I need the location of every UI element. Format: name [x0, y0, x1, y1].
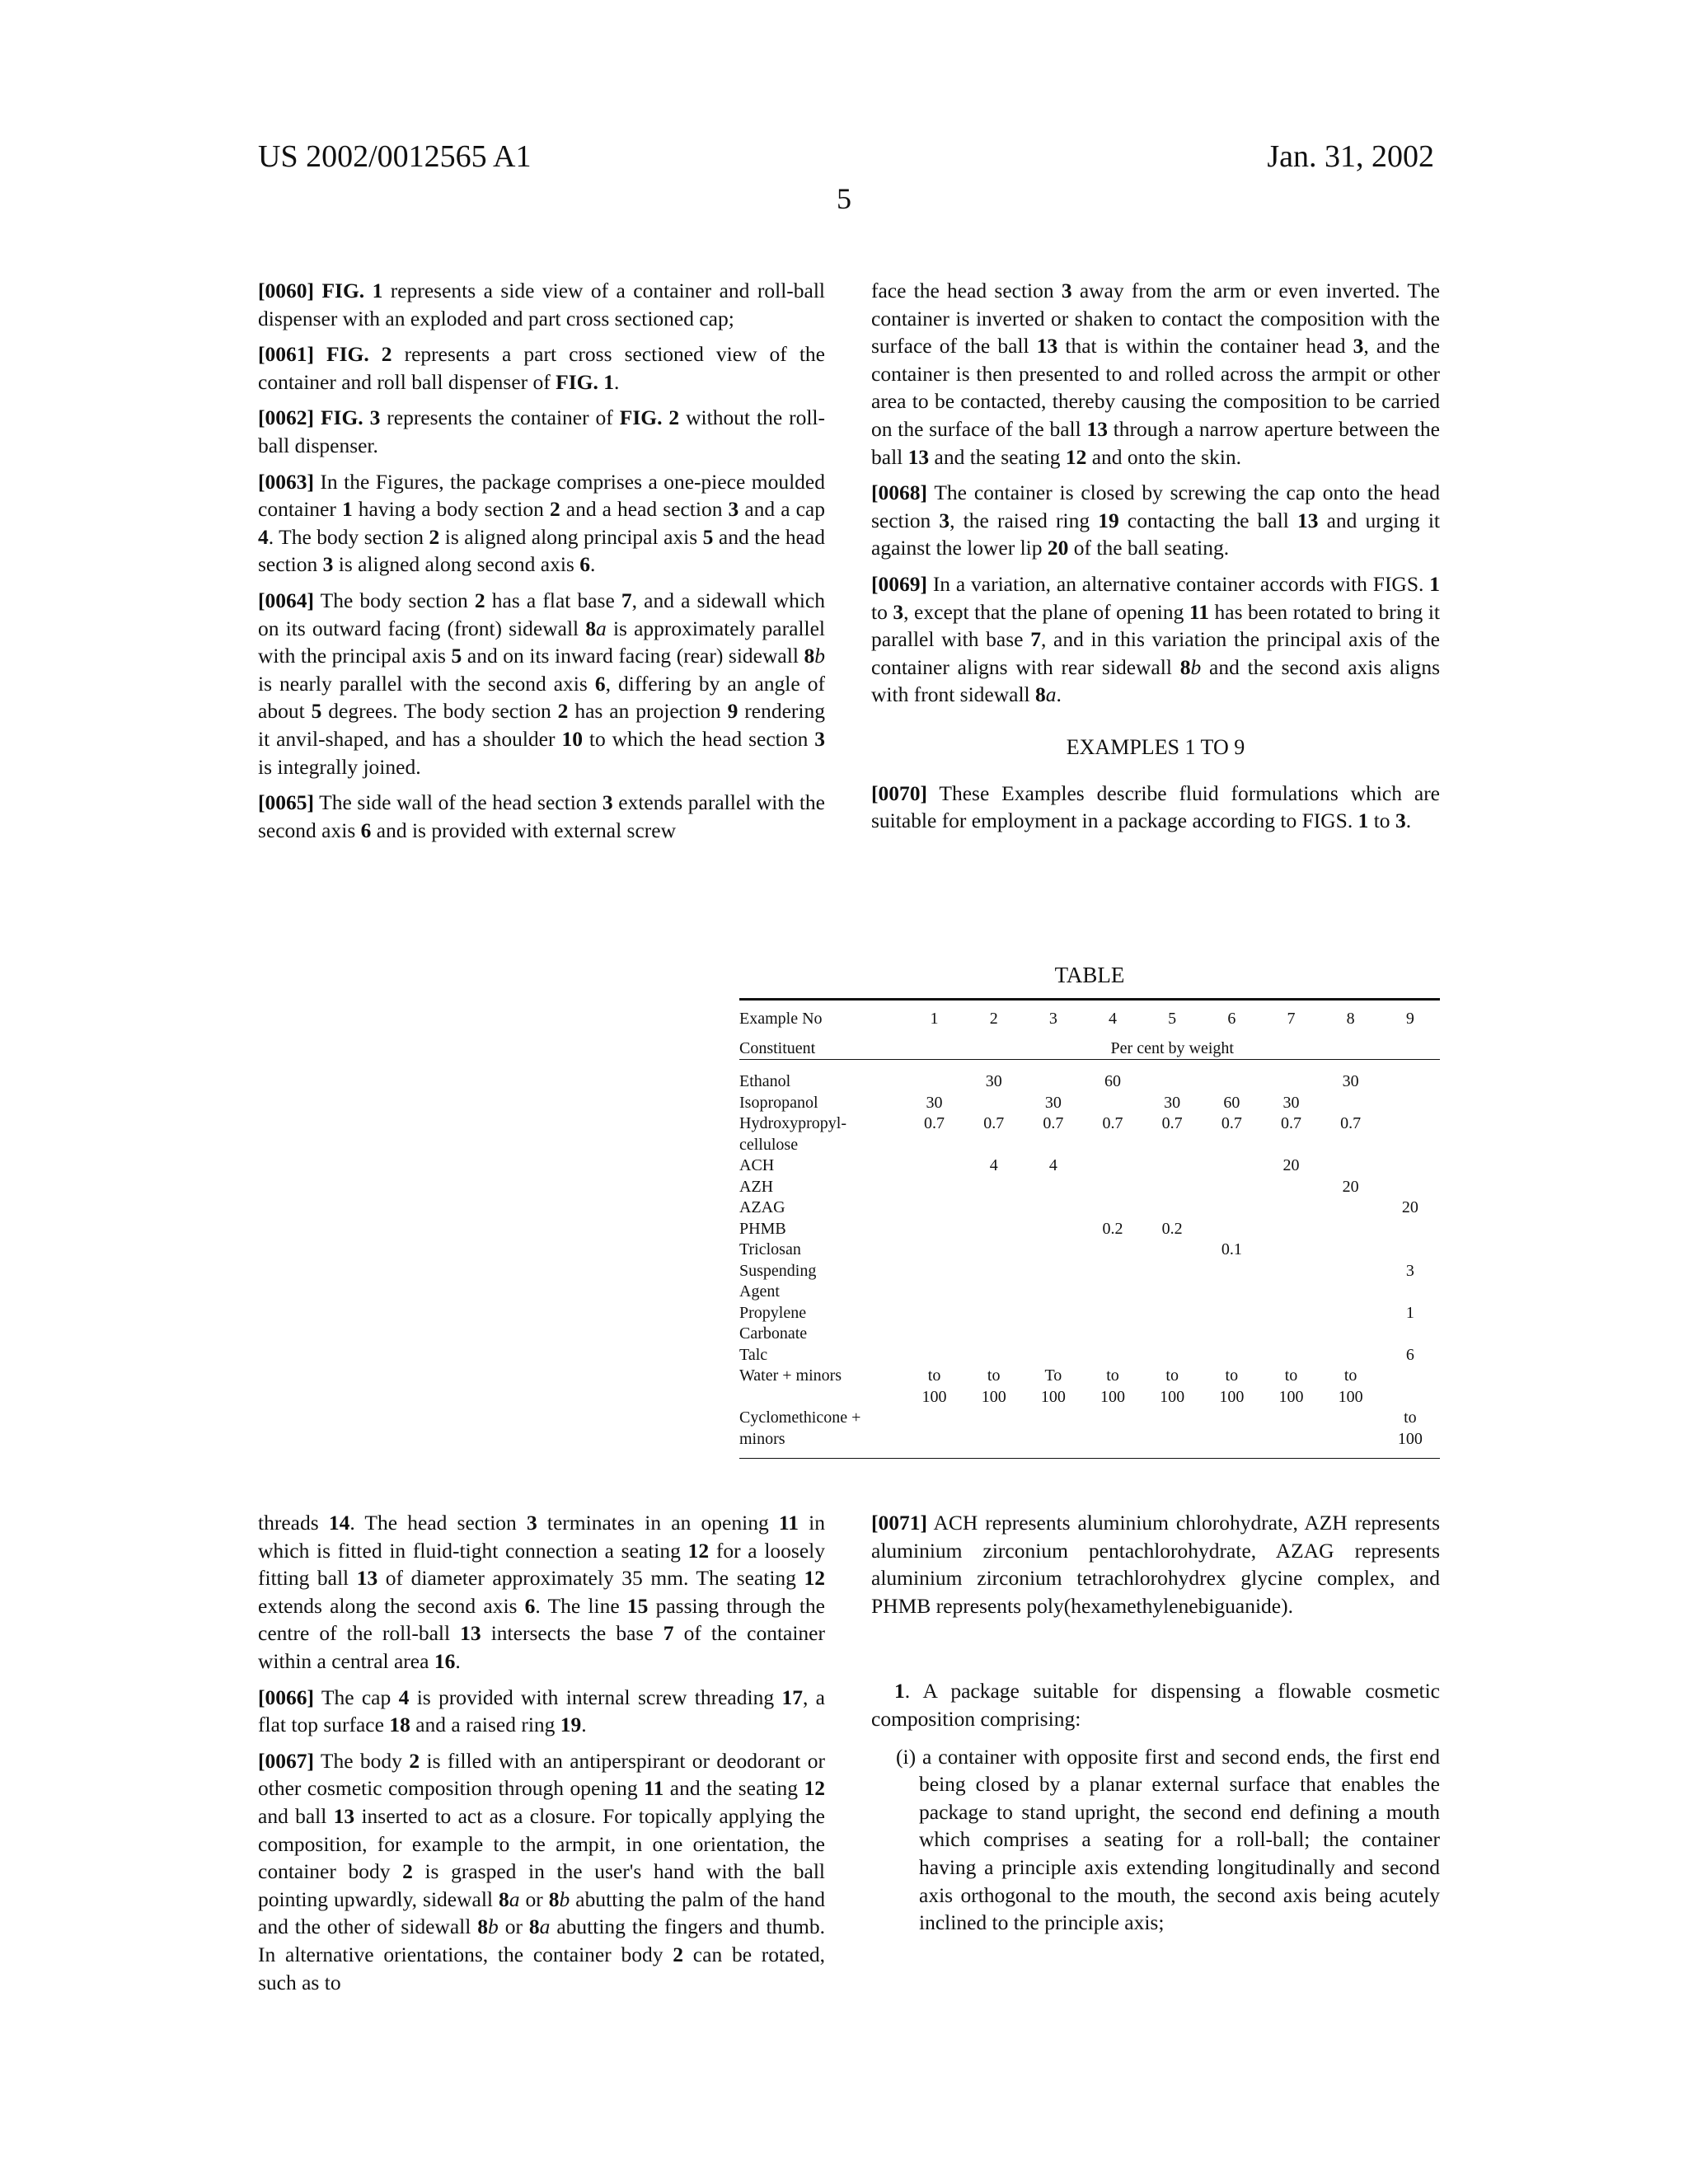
- table-cell: [1261, 1324, 1320, 1345]
- table-cell: 60: [1104, 1072, 1122, 1090]
- table-cell: [1083, 1429, 1142, 1451]
- publication-number: US 2002/0012565 A1: [258, 139, 532, 174]
- table-cell: 3: [1405, 1261, 1414, 1280]
- table-cell: [964, 1282, 1024, 1303]
- table-cell: 100: [981, 1387, 1006, 1406]
- table-cell: [904, 1345, 964, 1366]
- paragraph-0062: [0062] FIG. 3 represents the container of FIG. 2 without the roll-ball dispenser.: [258, 405, 825, 457]
- table-cell: [1261, 1071, 1320, 1093]
- table-cell: 20: [1401, 1198, 1418, 1216]
- table-cell: [904, 1155, 964, 1177]
- table-cell: [1083, 1303, 1142, 1324]
- table-cell: 100: [1219, 1387, 1245, 1406]
- table-cell: [1261, 1408, 1320, 1429]
- table-cell: [904, 1240, 964, 1261]
- table-cell: 0.7: [1043, 1114, 1064, 1132]
- table-cell: 30: [1282, 1093, 1300, 1112]
- constituent-label: Suspending: [739, 1261, 817, 1280]
- table-cell: [964, 1429, 1024, 1451]
- table-cell: [1321, 1408, 1381, 1429]
- table-cell: [1024, 1071, 1083, 1093]
- paragraph-0068: [0068] The container is closed by screwing the cap onto the head section 3, the raised ring 19 contacting the ball 13 and urging it against the lower lip 20 of the ball seating.: [871, 480, 1440, 560]
- table-cell: 30: [1164, 1093, 1181, 1112]
- table-cell: [1261, 1303, 1320, 1324]
- page-number: 5: [837, 182, 851, 215]
- table-cell: [1202, 1219, 1261, 1240]
- table-cell: [1202, 1345, 1261, 1366]
- table-cell: to: [1284, 1366, 1298, 1385]
- column-header: 4: [1109, 1010, 1118, 1028]
- table-row: [739, 1282, 1440, 1303]
- table-cell: [1083, 1177, 1142, 1198]
- table-row: [739, 1408, 1440, 1429]
- table-cell: 100: [921, 1387, 947, 1406]
- table-cell: [904, 1135, 964, 1156]
- table-cell: [1202, 1303, 1261, 1324]
- table-cell: [1202, 1408, 1261, 1429]
- claim-1: [871, 1677, 1440, 1936]
- table-cell: [964, 1240, 1024, 1261]
- table-cell: 0.2: [1161, 1219, 1183, 1238]
- table-cell: 4: [1048, 1156, 1057, 1174]
- table-unit-row: [739, 1030, 1440, 1060]
- paragraph-0064: [0064] The body section 2 has a flat base 7, and a sidewall which on its outward facing (front) sidewall 8a is approximately parallel with the principal axis 5 and on its inward facing (rear) sidewall 8b is nearly parallel with the second axis 6, differing by an angle of about 5 degrees. The body section 2 has an projection 9 rendering it anvil-shaped, and has a shoulder 10 to which the head section 3 is integrally joined.: [258, 588, 826, 779]
- table-cell: [1142, 1177, 1202, 1198]
- right-column-bottom: [871, 1509, 1440, 1937]
- right-column-top: [871, 277, 1440, 843]
- constituent-label: AZH: [739, 1177, 774, 1196]
- table-cell: [964, 1345, 1024, 1366]
- table-row: [739, 1071, 1440, 1093]
- table-cell: [1381, 1093, 1440, 1114]
- table-cell: [1381, 1324, 1440, 1345]
- table-cell: [964, 1303, 1024, 1324]
- constituent-label: AZAG: [739, 1198, 785, 1216]
- formulation-table: [739, 963, 1440, 1459]
- table-cell: [1381, 1387, 1440, 1408]
- table-cell: to: [1343, 1366, 1357, 1385]
- constituent-label: Carbonate: [739, 1324, 808, 1343]
- table-cell: 20: [1342, 1177, 1359, 1196]
- constituent-label: [739, 1387, 904, 1408]
- constituent-label: Agent: [739, 1282, 780, 1301]
- table-cell: [1083, 1093, 1142, 1114]
- table-cell: [904, 1197, 964, 1219]
- table-cell: 1: [1405, 1303, 1414, 1322]
- table-cell: 4: [989, 1156, 998, 1174]
- table-cell: [1381, 1219, 1440, 1240]
- table-cell: to: [1225, 1366, 1239, 1385]
- table-cell: [1202, 1135, 1261, 1156]
- constituent-label: cellulose: [739, 1135, 799, 1154]
- table-cell: [1024, 1429, 1083, 1451]
- paragraph-0067-continued: face the head section 3 away from the arm or even inverted. The container is inverted or shaken to contact the composition with the surface of the ball 13 that is within the container head 3, and the container is then presented to and rolled across the armpit or other area to be contacted, thereby causing the composition to be carried on the surface of the ball 13 through a narrow aperture between the ball 13 and the seating 12 and onto the skin.: [871, 279, 1440, 469]
- table-cell: [1321, 1345, 1381, 1366]
- table-cell: [1321, 1219, 1381, 1240]
- table-cell: [1381, 1113, 1440, 1135]
- table-body: [739, 1060, 1440, 1450]
- table-cell: [904, 1324, 964, 1345]
- table-cell: 6: [1405, 1345, 1414, 1364]
- table-bottom-rule: [739, 1458, 1440, 1459]
- constituent-label: ACH: [739, 1156, 775, 1174]
- table-cell: [1083, 1240, 1142, 1261]
- table-cell: [1024, 1219, 1083, 1240]
- table-cell: [904, 1282, 964, 1303]
- table-cell: 0.2: [1102, 1219, 1123, 1238]
- table-cell: [1381, 1366, 1440, 1387]
- table-row: [739, 1324, 1440, 1345]
- column-header: 1: [930, 1010, 939, 1028]
- table-cell: [1381, 1240, 1440, 1261]
- table-cell: to: [927, 1366, 941, 1385]
- table-row: [739, 1345, 1440, 1366]
- constituent-label: Hydroxypropyl-: [739, 1114, 846, 1132]
- table-cell: 20: [1282, 1156, 1300, 1174]
- header-constituent: Constituent: [739, 1038, 816, 1057]
- table-cell: [964, 1197, 1024, 1219]
- constituent-label: PHMB: [739, 1219, 786, 1238]
- header-example-no: Example No: [739, 1010, 823, 1028]
- table-row: [739, 1387, 1440, 1408]
- table-cell: [1261, 1135, 1320, 1156]
- table-cell: [1142, 1071, 1202, 1093]
- paragraph-0067: [0067] The body 2 is filled with an antiperspirant or deodorant or other cosmetic composition through opening 11 and the seating 12 and ball 13 inserted to act as a closure. For topically applying the composition, for example to the armpit, in one orientation, the container body 2 is grasped in the user's hand with the ball pointing upwardly, sidewall 8a or 8b abutting the palm of the hand and the other of sidewall 8b or 8a abutting the fingers and thumb. In alternative orientations, the container body 2 can be rotated, such as to: [258, 1748, 826, 1994]
- paragraph-0065: [0065] The side wall of the head section 3 extends parallel with the second axis 6 and is provided with external screw: [258, 790, 825, 842]
- table-row: [739, 1155, 1440, 1177]
- column-header: 2: [989, 1010, 998, 1028]
- constituent-label: Talc: [739, 1345, 768, 1364]
- table-cell: [1381, 1071, 1440, 1093]
- constituent-label: Propylene: [739, 1303, 807, 1322]
- table-cell: [1261, 1282, 1320, 1303]
- table-row: [739, 1240, 1440, 1261]
- table-cell: [1381, 1282, 1440, 1303]
- table-row: [739, 1366, 1440, 1387]
- table-cell: [904, 1408, 964, 1429]
- table-cell: [1321, 1093, 1381, 1114]
- table-cell: [1261, 1177, 1320, 1198]
- table-cell: [1321, 1240, 1381, 1261]
- column-header: 5: [1168, 1010, 1177, 1028]
- table-cell: [1024, 1324, 1083, 1345]
- table-row: [739, 1135, 1440, 1156]
- table-row: [739, 1113, 1440, 1135]
- table-cell: [1024, 1197, 1083, 1219]
- table-row: [739, 1177, 1440, 1198]
- left-column-top: [258, 277, 825, 852]
- table-cell: 100: [1397, 1429, 1423, 1448]
- table-cell: 30: [1342, 1072, 1359, 1090]
- table-cell: [1024, 1135, 1083, 1156]
- table-cell: [1381, 1155, 1440, 1177]
- examples-heading: EXAMPLES 1 TO 9: [1066, 734, 1245, 759]
- table-row: [739, 1219, 1440, 1240]
- table-cell: [1321, 1135, 1381, 1156]
- table-cell: [1321, 1261, 1381, 1282]
- paragraph-0060: [0060] FIG. 1 represents a side view of a container and roll-ball dispenser with an exploded and part cross sectioned cap;: [258, 279, 826, 330]
- paragraph-0065-continued: threads 14. The head section 3 terminates in an opening 11 in which is fitted in fluid-tight connection a seating 12 for a loosely fitting ball 13 of diameter approximately 35 mm. The seating 12 extends along the second axis 6. The line 15 passing through the centre of the roll-ball 13 intersects the base 7 of the container within a central area 16.: [258, 1511, 826, 1673]
- table-cell: [1261, 1345, 1320, 1366]
- table-cell: 0.7: [1340, 1114, 1362, 1132]
- table-cell: [964, 1135, 1024, 1156]
- table-cell: 30: [985, 1072, 1002, 1090]
- table-row: [739, 1303, 1440, 1324]
- table-cell: [1083, 1345, 1142, 1366]
- table-cell: [964, 1408, 1024, 1429]
- publication-date: Jan. 31, 2002: [1267, 139, 1434, 174]
- table-cell: to: [1165, 1366, 1179, 1385]
- table-cell: 0.7: [1221, 1114, 1242, 1132]
- table-cell: 100: [1160, 1387, 1185, 1406]
- table-cell: 30: [926, 1093, 943, 1112]
- table-cell: [1083, 1155, 1142, 1177]
- table-cell: 0.1: [1221, 1240, 1242, 1258]
- table-cell: 0.7: [924, 1114, 945, 1132]
- table-cell: 100: [1278, 1387, 1304, 1406]
- table-cell: [1261, 1240, 1320, 1261]
- table-cell: [1142, 1303, 1202, 1324]
- table-cell: [1321, 1155, 1381, 1177]
- table-cell: [1321, 1324, 1381, 1345]
- table-cell: [904, 1071, 964, 1093]
- unit-label: Per cent by weight: [1110, 1038, 1234, 1057]
- constituent-label: minors: [739, 1429, 785, 1448]
- column-header: 7: [1287, 1010, 1296, 1028]
- column-header: 9: [1405, 1010, 1414, 1028]
- table-cell: [1024, 1282, 1083, 1303]
- table-cell: [1261, 1197, 1320, 1219]
- table-cell: [1142, 1324, 1202, 1345]
- table-cell: [1202, 1155, 1261, 1177]
- table-cell: [1142, 1155, 1202, 1177]
- left-column-bottom: [258, 1509, 825, 2004]
- table-cell: [1024, 1240, 1083, 1261]
- table-cell: [1261, 1429, 1320, 1451]
- table-title: TABLE: [1054, 963, 1125, 987]
- table-cell: [1202, 1197, 1261, 1219]
- paragraph-0071: [0071] ACH represents aluminium chlorohydrate, AZH represents aluminium zirconium pentachlorohydrate, AZAG represents aluminium zirconium tetrachlorohydrex glycine complex, and PHMB represents poly(hexamethylenebiguanide).: [871, 1511, 1440, 1618]
- constituent-label: Isopropanol: [739, 1093, 818, 1112]
- table-cell: [964, 1261, 1024, 1282]
- table-cell: [1142, 1408, 1202, 1429]
- table-cell: [1202, 1071, 1261, 1093]
- table-cell: [1024, 1408, 1083, 1429]
- table-cell: [904, 1429, 964, 1451]
- table-cell: [1142, 1345, 1202, 1366]
- table-cell: [1142, 1197, 1202, 1219]
- paragraph-0069: [0069] In a variation, an alternative container accords with FIGS. 1 to 3, except that the plane of opening 11 has been rotated to bring it parallel with base 7, and in this variation the principal axis of the container aligns with rear sidewall 8b and the second axis aligns with front sidewall 8a.: [871, 571, 1440, 707]
- table-cell: 100: [1100, 1387, 1126, 1406]
- table-cell: to: [1106, 1366, 1119, 1385]
- constituent-label: Water + minors: [739, 1366, 842, 1385]
- table-cell: [964, 1324, 1024, 1345]
- table-cell: [1024, 1261, 1083, 1282]
- table-cell: 0.7: [1280, 1114, 1301, 1132]
- paragraph-0063: [0063] In the Figures, the package comprises a one-piece moulded container 1 having a body section 2 and a head section 3 and a cap 4. The body section 2 is aligned along principal axis 5 and the head section 3 is aligned along second axis 6.: [258, 469, 825, 577]
- claim-1-item-i: (i) a container with opposite first and second ends, the first end being closed by a planar external surface that enables the package to stand upright, the second end defining a mouth which comprises a seating for a roll-ball; the container having a principle axis extending longitudinally and second axis orthogonal to the mouth, the second axis being acutely inclined to the principle axis;: [896, 1744, 1440, 1935]
- table-cell: [964, 1177, 1024, 1198]
- table-cell: [1381, 1135, 1440, 1156]
- table-cell: [1142, 1261, 1202, 1282]
- table-header: [739, 1001, 1440, 1059]
- table-cell: 0.7: [983, 1114, 1005, 1132]
- table-cell: [964, 1219, 1024, 1240]
- table-cell: 100: [1338, 1387, 1363, 1406]
- table-header-row: [739, 1001, 1440, 1030]
- constituent-label: Ethanol: [739, 1072, 791, 1090]
- table-cell: 0.7: [1102, 1114, 1123, 1132]
- table-cell: [1202, 1429, 1261, 1451]
- table-row: [739, 1429, 1440, 1451]
- table-cell: [1142, 1240, 1202, 1261]
- table-cell: [1202, 1282, 1261, 1303]
- table-cell: [1381, 1177, 1440, 1198]
- table-cell: 100: [1040, 1387, 1066, 1406]
- table-row: [739, 1261, 1440, 1282]
- table-row: [739, 1197, 1440, 1219]
- table-cell: [1083, 1135, 1142, 1156]
- table-cell: [1261, 1219, 1320, 1240]
- constituent-label: Cyclomethicone +: [739, 1408, 861, 1427]
- table-cell: [904, 1303, 964, 1324]
- table-cell: [1083, 1197, 1142, 1219]
- table-cell: [1321, 1429, 1381, 1451]
- table-cell: [1261, 1261, 1320, 1282]
- table-cell: 30: [1044, 1093, 1062, 1112]
- table-cell: [1142, 1282, 1202, 1303]
- table-cell: To: [1044, 1366, 1062, 1385]
- table-cell: [1083, 1282, 1142, 1303]
- table-cell: 0.7: [1161, 1114, 1183, 1132]
- table-cell: 60: [1223, 1093, 1240, 1112]
- column-header: 6: [1227, 1010, 1236, 1028]
- table-cell: [1083, 1408, 1142, 1429]
- table-cell: [1024, 1177, 1083, 1198]
- table-cell: [1202, 1177, 1261, 1198]
- column-header: 3: [1048, 1010, 1057, 1028]
- table-cell: [1142, 1429, 1202, 1451]
- table-cell: [904, 1219, 964, 1240]
- table-cell: to: [1404, 1408, 1417, 1427]
- table-cell: [904, 1177, 964, 1198]
- table-row: [739, 1093, 1440, 1114]
- table-cell: [1024, 1303, 1083, 1324]
- constituent-label: Triclosan: [739, 1240, 801, 1258]
- table-cell: to: [987, 1366, 1001, 1385]
- table-cell: [1321, 1303, 1381, 1324]
- paragraph-0061: [0061] FIG. 2 represents a part cross sectioned view of the container and roll ball dispenser of FIG. 1.: [258, 342, 825, 394]
- paragraph-0066: [0066] The cap 4 is provided with internal screw threading 17, a flat top surface 18 and a raised ring 19.: [258, 1685, 825, 1737]
- table-cell: [904, 1261, 964, 1282]
- table-cell: [1202, 1261, 1261, 1282]
- table-cell: [1083, 1261, 1142, 1282]
- table-cell: [1142, 1135, 1202, 1156]
- table-cell: [964, 1093, 1024, 1114]
- claim-1-lead: 1. A package suitable for dispensing a flowable cosmetic composition comprising:: [871, 1679, 1440, 1731]
- table-cell: [1024, 1345, 1083, 1366]
- column-header: 8: [1346, 1010, 1355, 1028]
- table-cell: [1321, 1197, 1381, 1219]
- table-cell: [1202, 1324, 1261, 1345]
- table-cell: [1083, 1324, 1142, 1345]
- paragraph-0070: [0070] These Examples describe fluid formulations which are suitable for employment in a package according to FIGS. 1 to 3.: [871, 780, 1440, 833]
- table-cell: [1321, 1282, 1381, 1303]
